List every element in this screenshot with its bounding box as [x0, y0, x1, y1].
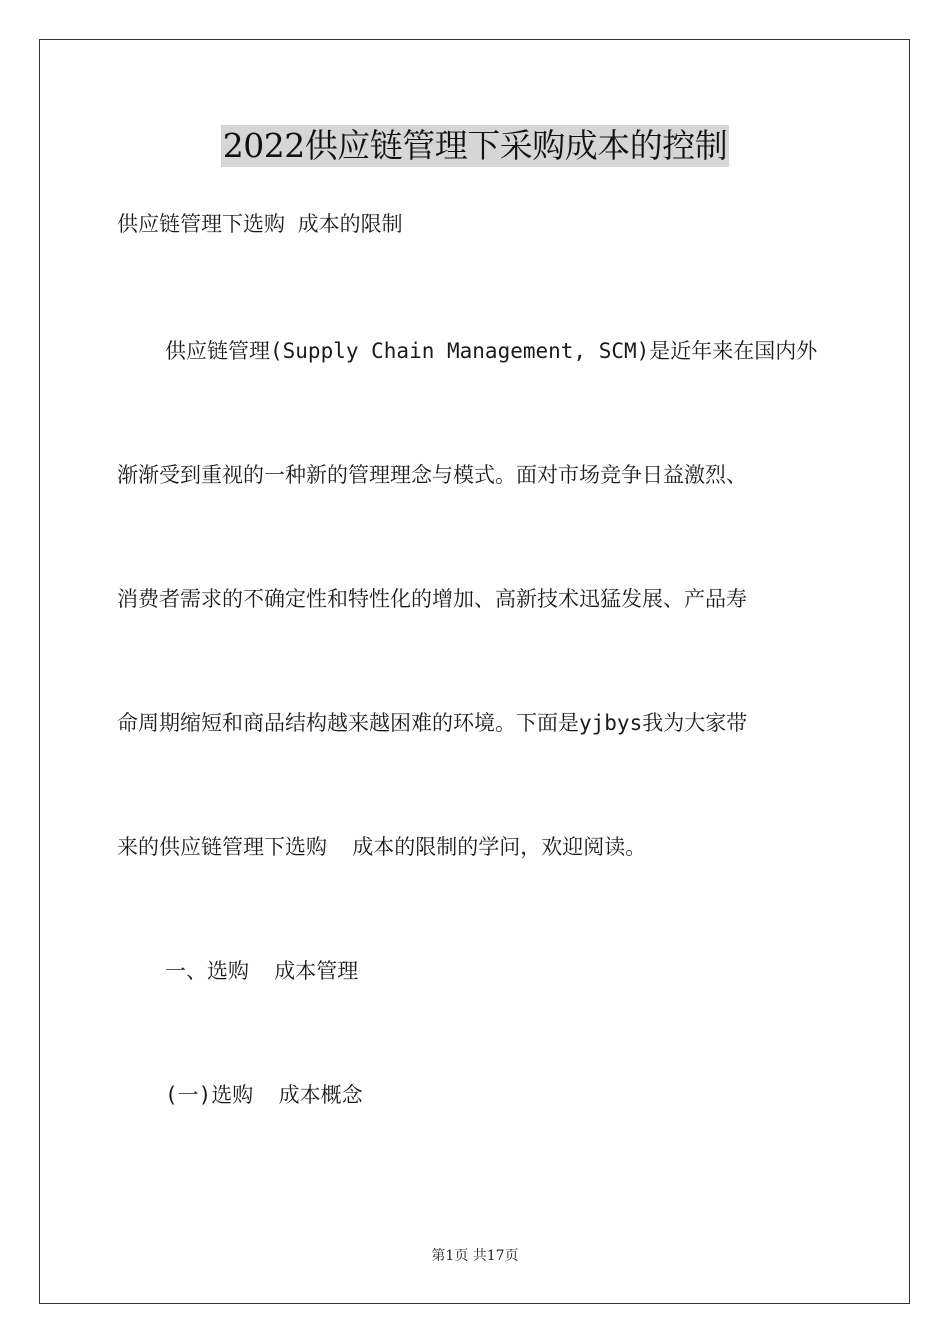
section-heading: 一、选购 成本管理	[165, 959, 359, 983]
title-container	[0, 125, 950, 167]
paragraph-line: 供应链管理(Supply Chain Management, SCM)是近年来在国内外	[165, 339, 818, 363]
paragraph-line: 命周期缩短和商品结构越来越困难的环境。下面是yjbys我为大家带	[117, 711, 748, 735]
subsection-heading: (一)选购 成本概念	[165, 1083, 363, 1107]
page-footer: 第1页 共17页	[431, 1248, 519, 1264]
paragraph-line: 渐渐受到重视的一种新的管理理念与模式。面对市场竞争日益激烈、	[117, 463, 747, 487]
paragraph-line: 消费者需求的不确定性和特性化的增加、高新技术迅猛发展、产品寿	[117, 587, 747, 611]
paragraph-line: 来的供应链管理下选购 成本的限制的学问，欢迎阅读。	[117, 835, 647, 859]
subtitle-line: 供应链管理下选购 成本的限制	[117, 212, 403, 236]
document-title: 2022供应链管理下采购成本的控制	[222, 126, 728, 165]
